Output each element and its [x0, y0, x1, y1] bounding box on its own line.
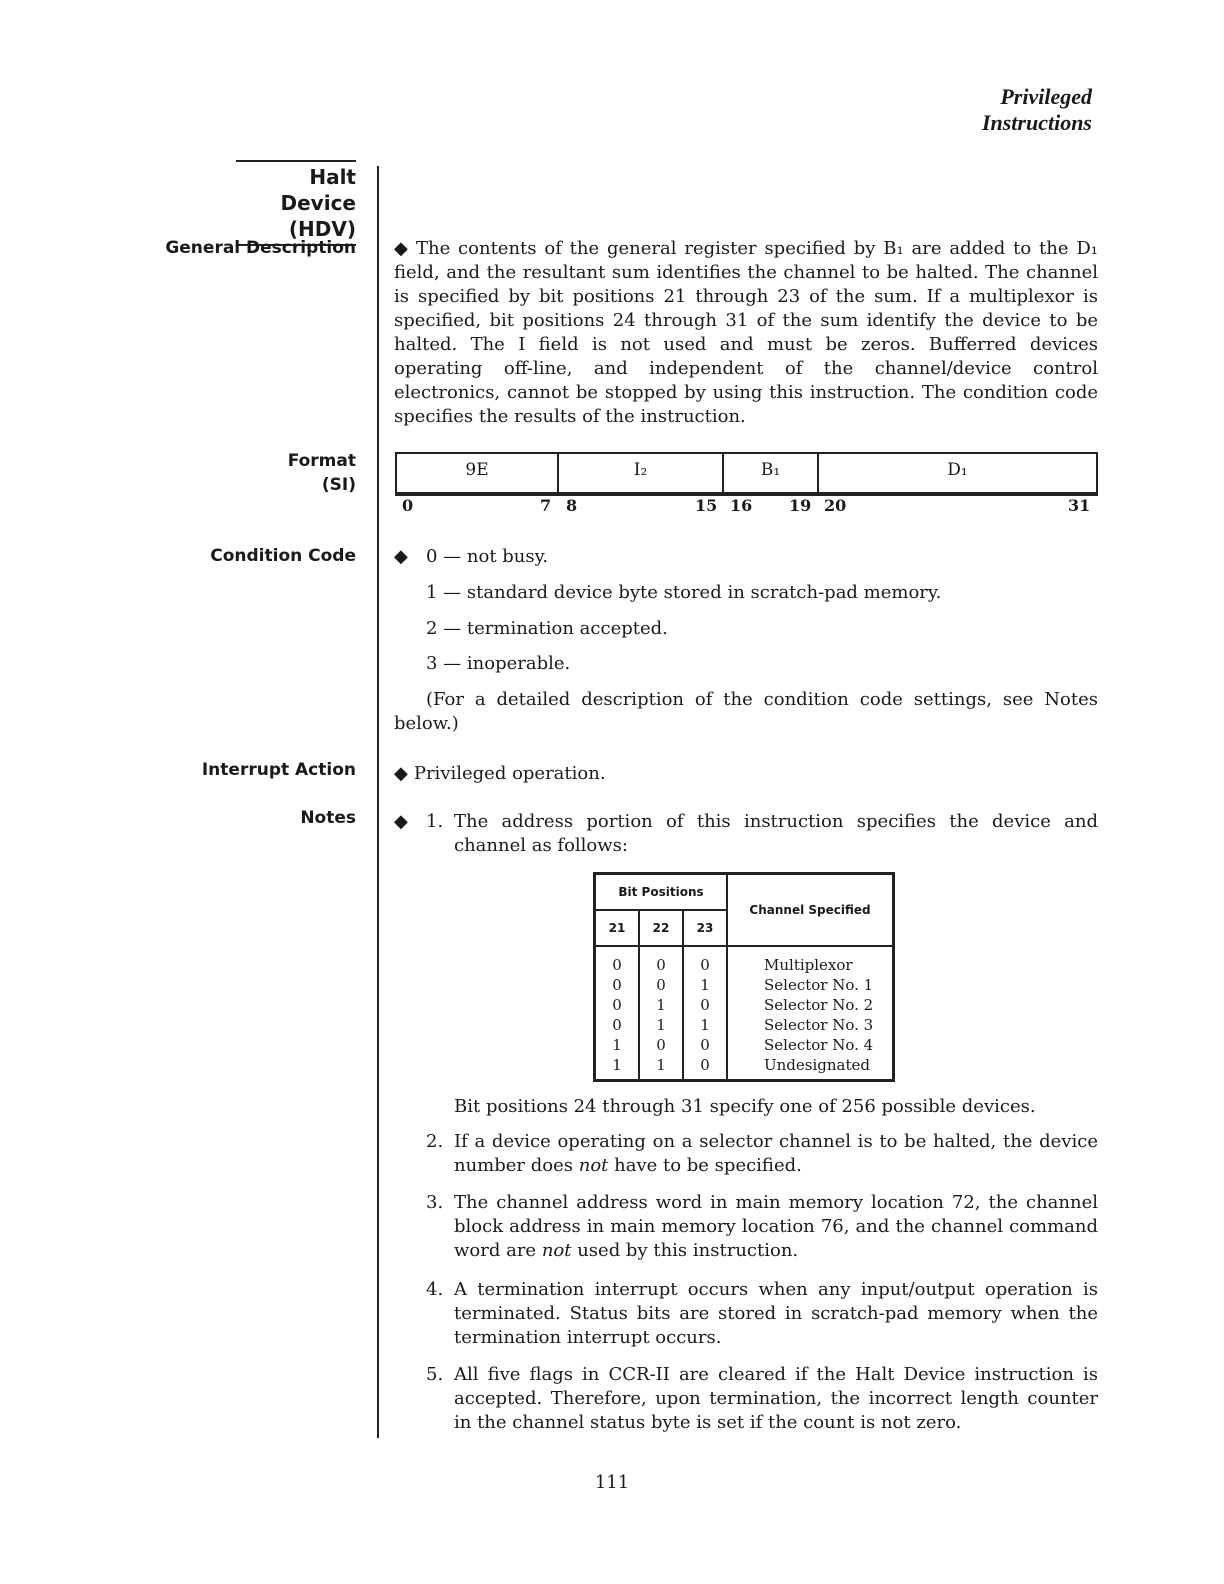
channel-bit-table — [593, 872, 895, 1082]
bit-cell: 0 — [683, 946, 727, 975]
label-general-description: General Description — [165, 238, 356, 258]
note-number: 3. — [426, 1192, 444, 1213]
note-text: The channel address word in main memory location 72, the channel block address in main memory location 76, and the channel command word are not used by this instruction. — [454, 1192, 1098, 1261]
running-header — [982, 84, 1092, 136]
bit-number: 15 — [695, 496, 718, 515]
bit-cell: 0 — [639, 946, 683, 975]
bit-cell: 0 — [639, 1035, 683, 1055]
bit-number: 8 — [566, 496, 578, 515]
note-text: If a device operating on a selector channel is to be halted, the device number does not have to be specified. — [454, 1131, 1098, 1176]
bit-cell: 0 — [683, 995, 727, 1015]
bit-cell: 1 — [595, 1035, 640, 1055]
note-4 — [426, 1278, 1098, 1350]
general-description — [394, 237, 1098, 429]
note-1 — [426, 810, 1098, 858]
bit-cell: 1 — [639, 995, 683, 1015]
bit-number: 7 — [540, 496, 552, 515]
diamond-bullet-icon: ◆ — [394, 238, 410, 259]
bit-cell: 0 — [595, 995, 640, 1015]
bit-cell: 0 — [683, 1055, 727, 1081]
format-field-b1: B₁ — [724, 454, 819, 492]
note-text: A termination interrupt occurs when any input/output operation is terminated. Status bits are stored in scratch-pad memory when the termination interrupt occurs. — [454, 1279, 1098, 1348]
note-text: The address portion of this instruction specifies the device and channel as follows: — [454, 811, 1098, 856]
header-line-1: Privileged — [1000, 84, 1092, 109]
note-5 — [426, 1363, 1098, 1435]
interrupt-action-text: Privileged operation. — [413, 763, 606, 784]
bit-cell: 1 — [639, 1015, 683, 1035]
channel-cell: Selector No. 1 — [727, 975, 894, 995]
bit-cell: 1 — [595, 1055, 640, 1081]
bit-positions-header: Bit Positions — [595, 874, 728, 911]
label-condition-code: Condition Code — [210, 546, 356, 566]
bit-cell: 0 — [683, 1035, 727, 1055]
label-format — [288, 449, 356, 497]
format-field-opcode: 9E — [397, 454, 559, 492]
format-field-d1: D₁ — [947, 460, 968, 480]
bit-number: 31 — [1068, 496, 1091, 515]
label-format-line-2: (SI) — [321, 475, 356, 495]
label-notes: Notes — [300, 808, 356, 828]
channel-cell: Selector No. 3 — [727, 1015, 894, 1035]
table-row — [595, 1035, 894, 1055]
note-text: All five flags in CCR-II are cleared if the Halt Device instruction is accepted. Therefore, upon termination, the incorrect length counter in the channel status byte is set if the count is not zero. — [454, 1364, 1098, 1433]
channel-cell: Undesignated — [727, 1055, 894, 1081]
bit-column-header: 23 — [683, 910, 727, 946]
instruction-format — [395, 452, 1098, 496]
note-2 — [426, 1130, 1098, 1178]
channel-cell: Selector No. 4 — [727, 1035, 894, 1055]
note-text: Bit positions 24 through 31 specify one of 256 possible devices. — [454, 1096, 1036, 1117]
interrupt-action — [394, 762, 1098, 786]
table-row — [595, 995, 894, 1015]
bit-cell: 1 — [683, 975, 727, 995]
title-line-1: Halt Device — [280, 165, 356, 215]
bit-cell: 0 — [595, 975, 640, 995]
bit-column-header: 22 — [639, 910, 683, 946]
bit-number: 20 — [824, 496, 847, 515]
table-row — [595, 946, 894, 975]
bit-cell: 0 — [595, 1015, 640, 1035]
bit-number: 0 — [402, 496, 414, 515]
condition-code-note: (For a detailed description of the condition code settings, see Notes below.) — [394, 689, 1098, 734]
diamond-bullet-icon: ◆ — [394, 811, 408, 832]
note-number: 4. — [426, 1279, 444, 1300]
diamond-bullet-icon: ◆ — [394, 546, 408, 567]
bit-cell: 1 — [683, 1015, 727, 1035]
table-row — [595, 1015, 894, 1035]
table-row — [595, 975, 894, 995]
note-1-continued — [426, 1095, 1098, 1119]
title-line-2: (HDV) — [288, 217, 356, 241]
bit-cell: 1 — [639, 1055, 683, 1081]
note-number: 1. — [426, 811, 444, 832]
column-divider — [377, 166, 379, 1438]
section-title — [236, 160, 356, 246]
header-line-2: Instructions — [981, 110, 1092, 135]
condition-code-3: 3 — inoperable. — [426, 653, 571, 674]
page-number: 111 — [594, 1472, 630, 1493]
table-row — [595, 1055, 894, 1081]
note-number: 2. — [426, 1131, 444, 1152]
label-interrupt-action: Interrupt Action — [201, 760, 356, 780]
bit-number: 19 — [789, 496, 812, 515]
channel-specified-header: Channel Specified — [727, 874, 894, 947]
diamond-bullet-icon: ◆ — [394, 763, 408, 784]
note-3 — [426, 1191, 1098, 1263]
bit-cell: 0 — [639, 975, 683, 995]
bit-number: 16 — [730, 496, 753, 515]
condition-code-0: 0 — not busy. — [426, 546, 549, 567]
label-format-line-1: Format — [287, 451, 356, 471]
channel-cell: Multiplexor — [727, 946, 894, 975]
general-description-text: The contents of the general register specified by B₁ are added to the D₁ field, and the resultant sum identifies the channel to be halted. The channel is specified by bit positions 21 through 23 of the sum. If a multiplexor is specified, bit positions 24 through 31 of the sum identify the device to be halted. The I field is not used and must be zeros. Bufferred devices operating off-line, and independent of the channel/device control electronics, cannot be stopped by using this instruction. The condition code specifies the results of the instruction. — [394, 238, 1098, 427]
bit-column-header: 21 — [595, 910, 640, 946]
condition-code-1: 1 — standard device byte stored in scratch-pad memory. — [426, 582, 942, 603]
bit-cell: 0 — [595, 946, 640, 975]
condition-code-2: 2 — termination accepted. — [426, 618, 668, 639]
format-field-i2: I₂ — [559, 454, 724, 492]
channel-cell: Selector No. 2 — [727, 995, 894, 1015]
note-number: 5. — [426, 1364, 444, 1385]
